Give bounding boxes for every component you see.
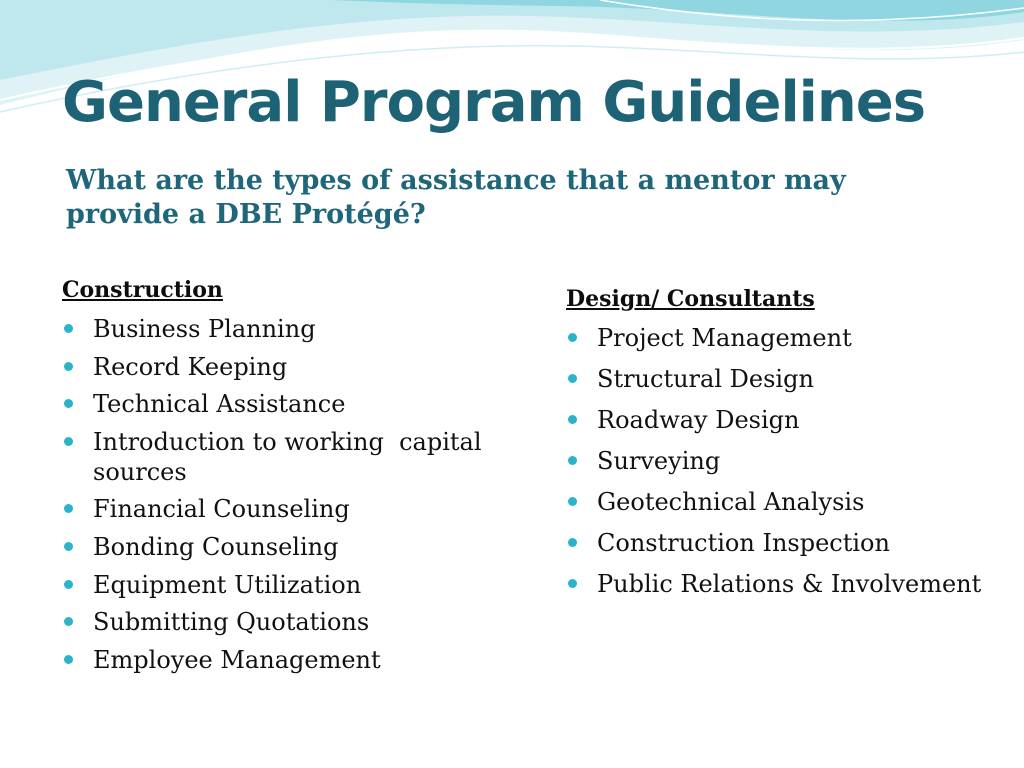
list-item: Structural Design bbox=[566, 364, 1006, 394]
construction-column bbox=[62, 276, 502, 675]
bullet-icon bbox=[568, 415, 577, 424]
construction-heading: Construction bbox=[62, 277, 223, 303]
design-list bbox=[566, 323, 1006, 599]
list-item: Technical Assistance bbox=[62, 389, 502, 419]
list-item: Financial Counseling bbox=[62, 494, 502, 524]
construction-list bbox=[62, 314, 502, 675]
list-item: Surveying bbox=[566, 446, 1006, 476]
list-item: Roadway Design bbox=[566, 405, 1006, 435]
slide-title: General Program Guidelines bbox=[62, 70, 926, 135]
bullet-icon bbox=[568, 579, 577, 588]
list-item: Business Planning bbox=[62, 314, 502, 344]
bullet-icon bbox=[568, 374, 577, 383]
list-item: Employee Management bbox=[62, 645, 502, 675]
list-item: Record Keeping bbox=[62, 352, 502, 382]
bullet-icon bbox=[64, 399, 73, 408]
design-column bbox=[566, 285, 1006, 599]
list-item: Public Relations & Involvement bbox=[566, 569, 1006, 599]
bullet-icon bbox=[64, 655, 73, 664]
bullet-icon bbox=[64, 362, 73, 371]
list-item: Equipment Utilization bbox=[62, 570, 502, 600]
bullet-icon bbox=[64, 504, 73, 513]
design-heading: Design/ Consultants bbox=[566, 286, 815, 312]
bullet-icon bbox=[64, 617, 73, 626]
slide-subtitle: What are the types of assistance that a mentor may provide a DBE Protégé? bbox=[66, 165, 846, 230]
bullet-icon bbox=[64, 580, 73, 589]
list-item: Bonding Counseling bbox=[62, 532, 502, 562]
bullet-icon bbox=[568, 497, 577, 506]
list-item: Project Management bbox=[566, 323, 1006, 353]
bullet-icon bbox=[568, 333, 577, 342]
bullet-icon bbox=[64, 324, 73, 333]
list-item: Geotechnical Analysis bbox=[566, 487, 1006, 517]
list-item: Submitting Quotations bbox=[62, 607, 502, 637]
bullet-icon bbox=[568, 538, 577, 547]
bullet-icon bbox=[568, 456, 577, 465]
list-item: Introduction to working capital sources bbox=[62, 427, 502, 487]
list-item: Construction Inspection bbox=[566, 528, 1006, 558]
bullet-icon bbox=[64, 437, 73, 446]
bullet-icon bbox=[64, 542, 73, 551]
